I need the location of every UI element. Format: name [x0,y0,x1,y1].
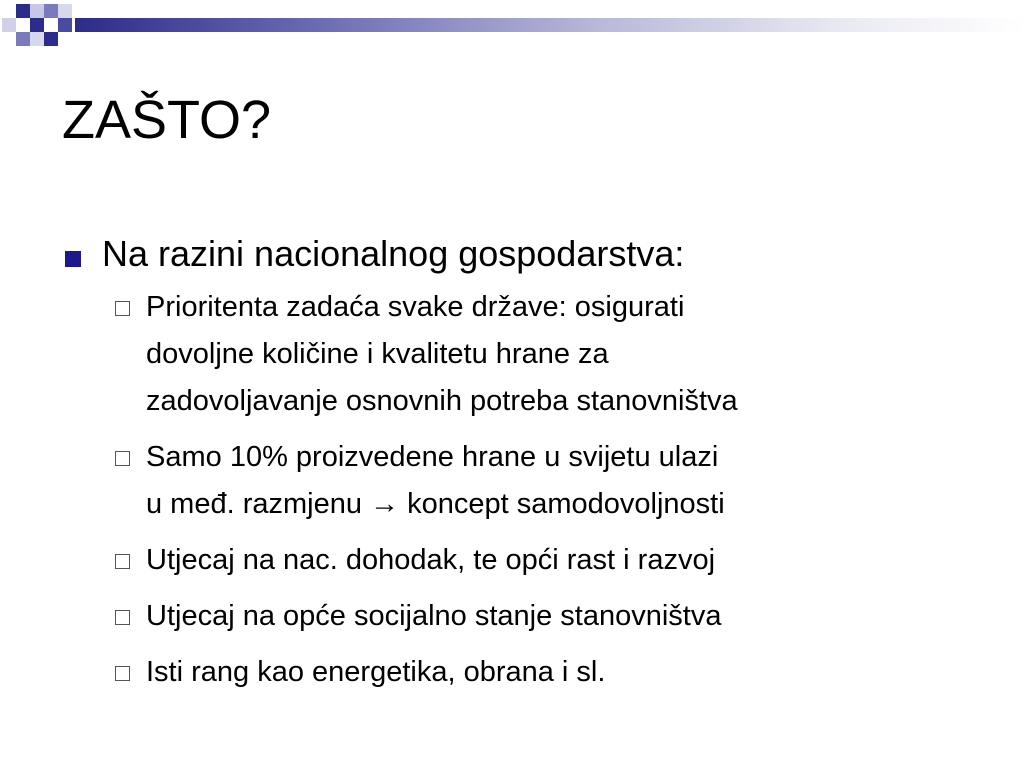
header-decoration [0,0,1024,50]
slide-title: ZAŠTO? [62,90,272,150]
hollow-square-bullet-icon [115,610,130,625]
sub-bullet-item [62,593,992,640]
sub-bullet-item [62,537,992,584]
decoration-square [44,18,58,32]
decoration-square [30,18,44,32]
sub-bullet-item [62,649,992,696]
decoration-square [58,18,72,32]
decoration-square [16,4,30,18]
sub-bullet-line: dovoljne količine i kvalitetu hrane za [146,338,609,370]
hollow-square-bullet-icon [115,301,130,316]
sub-bullet-line: Samo 10% proizvedene hrane u svijetu ulazi [146,441,719,473]
sub-bullet-item [62,284,992,425]
sub-bullet-line: Isti rang kao energetika, obrana i sl. [146,656,606,688]
decoration-square [16,32,30,46]
decoration-square [44,4,58,18]
sub-bullet-line: Utjecaj na nac. dohodak, te opći rast i razvoj [146,544,716,576]
slide-content [62,232,992,705]
decoration-square [44,32,58,46]
gradient-bar [75,18,1024,32]
hollow-square-bullet-icon [115,554,130,569]
decoration-square [30,4,44,18]
hollow-square-bullet-icon [115,451,130,466]
sub-bullet-line: Utjecaj na opće socijalno stanje stanovništva [146,600,722,632]
decoration-square [16,18,30,32]
bullet-text: Na razini nacionalnog gospodarstva: [102,233,685,274]
sub-bullet-line: u međ. razmjenu → koncept samodovoljnosti [146,488,725,520]
decoration-square [58,4,72,18]
bullet-item [62,232,992,276]
sub-bullet-line: Prioritenta zadaća svake države: osigurati [146,291,685,323]
decoration-square [2,18,16,32]
square-bullet-icon [65,251,81,267]
sub-bullet-line: zadovoljavanje osnovnih potreba stanovništva [146,385,738,417]
sub-bullet-list [62,284,992,696]
decoration-square [30,32,44,46]
sub-bullet-item [62,434,992,528]
hollow-square-bullet-icon [115,666,130,681]
